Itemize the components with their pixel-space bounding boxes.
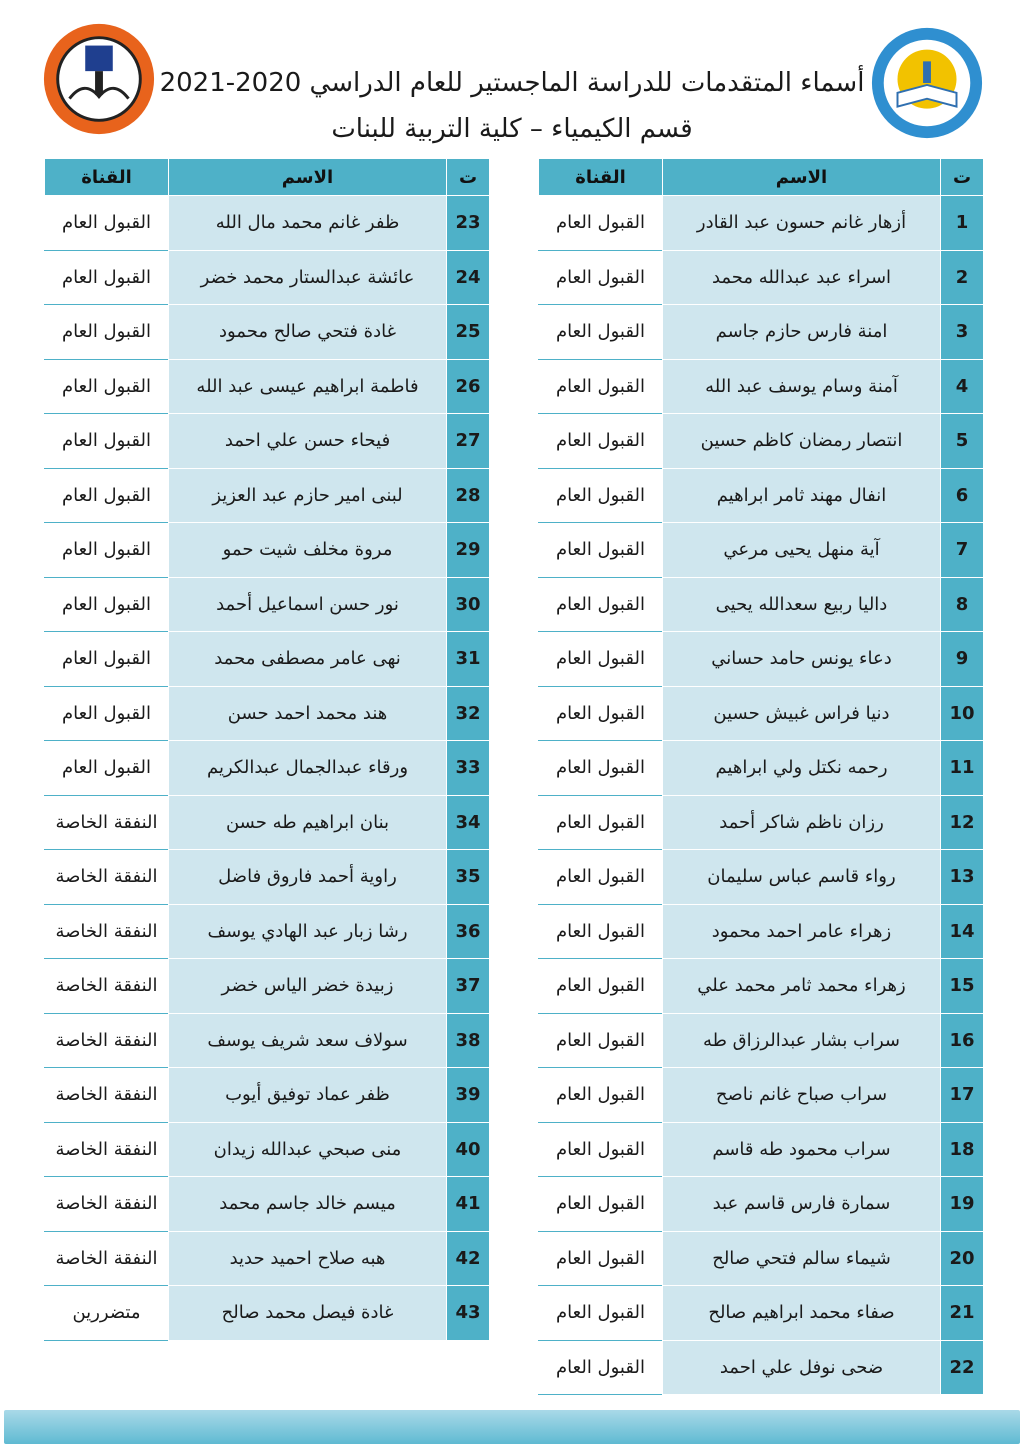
cell-name: بنان ابراهيم طه حسن	[169, 795, 447, 850]
cell-num: 6	[941, 468, 984, 523]
cell-name: غادة فتحي صالح محمود	[169, 305, 447, 360]
table-row	[45, 850, 490, 905]
cell-name: مروة مخلف شيت حمو	[169, 523, 447, 578]
cell-channel: القبول العام	[45, 468, 169, 523]
cell-channel: القبول العام	[539, 250, 663, 305]
cell-channel: القبول العام	[539, 850, 663, 905]
cell-channel: النفقة الخاصة	[45, 959, 169, 1014]
table-row	[539, 523, 984, 578]
table-row	[45, 414, 490, 469]
cell-num: 17	[941, 1068, 984, 1123]
cell-name: دنيا فراس غبيش حسين	[663, 686, 941, 741]
column-header-name: الاسم	[169, 159, 447, 196]
cell-name: سولاف سعد شريف يوسف	[169, 1013, 447, 1068]
cell-channel: القبول العام	[539, 904, 663, 959]
table-row	[45, 686, 490, 741]
column-header-num: ت	[447, 159, 490, 196]
cell-name: ظفر غانم محمد مال الله	[169, 196, 447, 251]
cell-num: 12	[941, 795, 984, 850]
cell-channel: القبول العام	[539, 1013, 663, 1068]
cell-num: 37	[447, 959, 490, 1014]
cell-name: نور حسن اسماعيل أحمد	[169, 577, 447, 632]
cell-num: 38	[447, 1013, 490, 1068]
table-row	[539, 904, 984, 959]
cell-name: سمارة فارس قاسم عبد	[663, 1177, 941, 1232]
cell-name: غادة فيصل محمد صالح	[169, 1286, 447, 1341]
cell-channel: القبول العام	[45, 523, 169, 578]
table-row	[539, 632, 984, 687]
cell-channel: القبول العام	[539, 686, 663, 741]
table-row	[45, 632, 490, 687]
cell-name: سراب بشار عبدالرزاق طه	[663, 1013, 941, 1068]
cell-channel: القبول العام	[539, 795, 663, 850]
cell-channel: القبول العام	[45, 577, 169, 632]
page-header	[0, 0, 1024, 160]
cell-channel: القبول العام	[45, 414, 169, 469]
table-row	[45, 468, 490, 523]
cell-num: 13	[941, 850, 984, 905]
table-row	[539, 959, 984, 1014]
cell-name: لبنى امير حازم عبد العزيز	[169, 468, 447, 523]
table-row	[539, 795, 984, 850]
cell-num: 21	[941, 1286, 984, 1341]
cell-num: 28	[447, 468, 490, 523]
cell-name: زبيدة خضر الياس خضر	[169, 959, 447, 1014]
cell-num: 20	[941, 1231, 984, 1286]
cell-num: 16	[941, 1013, 984, 1068]
table-row	[539, 359, 984, 414]
table-row	[539, 850, 984, 905]
table-row	[539, 1286, 984, 1341]
cell-channel: النفقة الخاصة	[45, 1177, 169, 1232]
table-row	[539, 250, 984, 305]
cell-name: أزهار غانم حسون عبد القادر	[663, 196, 941, 251]
table-row	[539, 414, 984, 469]
cell-num: 40	[447, 1122, 490, 1177]
cell-name: هند محمد احمد حسن	[169, 686, 447, 741]
cell-name: نهى عامر مصطفى محمد	[169, 632, 447, 687]
table-row	[539, 1013, 984, 1068]
cell-num: 39	[447, 1068, 490, 1123]
cell-name: ورقاء عبدالجمال عبدالكريم	[169, 741, 447, 796]
cell-num: 1	[941, 196, 984, 251]
cell-name: راوية أحمد فاروق فاضل	[169, 850, 447, 905]
cell-name: انتصار رمضان كاظم حسين	[663, 414, 941, 469]
cell-name: زهراء محمد ثامر محمد علي	[663, 959, 941, 1014]
cell-name: ميسم خالد جاسم محمد	[169, 1177, 447, 1232]
table-header-row	[45, 159, 490, 196]
table-row	[45, 904, 490, 959]
cell-name: فيحاء حسن علي احمد	[169, 414, 447, 469]
cell-channel: النفقة الخاصة	[45, 795, 169, 850]
cell-channel: القبول العام	[45, 359, 169, 414]
cell-channel: القبول العام	[45, 632, 169, 687]
table-row	[45, 577, 490, 632]
cell-num: 18	[941, 1122, 984, 1177]
table-row	[45, 959, 490, 1014]
applicants-table-right	[538, 158, 984, 1395]
cell-channel: القبول العام	[539, 741, 663, 796]
table-row	[539, 1177, 984, 1232]
cell-num: 27	[447, 414, 490, 469]
cell-name: آمنة وسام يوسف عبد الله	[663, 359, 941, 414]
cell-channel: النفقة الخاصة	[45, 904, 169, 959]
cell-name: منى صبحي عبدالله زيدان	[169, 1122, 447, 1177]
applicants-table-left	[44, 158, 490, 1341]
table-row	[45, 1177, 490, 1232]
cell-channel: القبول العام	[539, 305, 663, 360]
cell-channel: القبول العام	[539, 414, 663, 469]
cell-channel: القبول العام	[539, 577, 663, 632]
cell-name: زهراء عامر احمد محمود	[663, 904, 941, 959]
cell-num: 14	[941, 904, 984, 959]
table-row	[539, 196, 984, 251]
cell-num: 4	[941, 359, 984, 414]
cell-channel: النفقة الخاصة	[45, 1231, 169, 1286]
cell-num: 2	[941, 250, 984, 305]
cell-name: دعاء يونس حامد حساني	[663, 632, 941, 687]
cell-channel: النفقة الخاصة	[45, 1068, 169, 1123]
table-row	[45, 741, 490, 796]
cell-num: 3	[941, 305, 984, 360]
cell-channel: القبول العام	[539, 959, 663, 1014]
cell-channel: القبول العام	[539, 1340, 663, 1395]
cell-channel: القبول العام	[539, 523, 663, 578]
cell-num: 31	[447, 632, 490, 687]
cell-num: 41	[447, 1177, 490, 1232]
table-row	[539, 577, 984, 632]
cell-name: سراب صباح غانم ناصح	[663, 1068, 941, 1123]
cell-channel: القبول العام	[539, 1286, 663, 1341]
cell-num: 30	[447, 577, 490, 632]
table-row	[539, 1068, 984, 1123]
table-row	[45, 523, 490, 578]
cell-name: هبه صلاح احميد حديد	[169, 1231, 447, 1286]
cell-channel: القبول العام	[539, 196, 663, 251]
cell-channel: القبول العام	[45, 250, 169, 305]
table-row	[539, 305, 984, 360]
cell-channel: القبول العام	[45, 741, 169, 796]
cell-name: فاطمة ابراهيم عيسى عبد الله	[169, 359, 447, 414]
table-row	[45, 1068, 490, 1123]
column-header-name: الاسم	[663, 159, 941, 196]
column-header-channel: القناة	[45, 159, 169, 196]
cell-name: ضحى نوفل علي احمد	[663, 1340, 941, 1395]
footer-bar	[4, 1410, 1020, 1444]
table-row	[45, 196, 490, 251]
table-row	[45, 1013, 490, 1068]
cell-num: 9	[941, 632, 984, 687]
cell-num: 42	[447, 1231, 490, 1286]
cell-channel: القبول العام	[539, 1122, 663, 1177]
cell-num: 8	[941, 577, 984, 632]
cell-num: 25	[447, 305, 490, 360]
table-row	[45, 1231, 490, 1286]
cell-name: عائشة عبدالستار محمد خضر	[169, 250, 447, 305]
table-row	[539, 468, 984, 523]
cell-num: 29	[447, 523, 490, 578]
cell-name: آية منهل يحيى مرعي	[663, 523, 941, 578]
cell-name: رحمه نكتل ولي ابراهيم	[663, 741, 941, 796]
cell-num: 35	[447, 850, 490, 905]
cell-name: امنة فارس حازم جاسم	[663, 305, 941, 360]
cell-channel: القبول العام	[45, 196, 169, 251]
cell-num: 11	[941, 741, 984, 796]
cell-num: 43	[447, 1286, 490, 1341]
cell-name: رواء قاسم عباس سليمان	[663, 850, 941, 905]
page-subtitle: قسم الكيمياء – كلية التربية للبنات	[331, 114, 693, 144]
cell-num: 23	[447, 196, 490, 251]
cell-num: 10	[941, 686, 984, 741]
table-row	[539, 686, 984, 741]
table-row	[45, 795, 490, 850]
table-row	[539, 1231, 984, 1286]
cell-name: ظفر عماد توفيق أيوب	[169, 1068, 447, 1123]
cell-channel: القبول العام	[539, 359, 663, 414]
cell-num: 7	[941, 523, 984, 578]
cell-num: 26	[447, 359, 490, 414]
cell-name: اسراء عبد عبدالله محمد	[663, 250, 941, 305]
cell-channel: النفقة الخاصة	[45, 850, 169, 905]
cell-num: 24	[447, 250, 490, 305]
cell-num: 32	[447, 686, 490, 741]
cell-channel: القبول العام	[539, 1231, 663, 1286]
cell-num: 22	[941, 1340, 984, 1395]
cell-channel: القبول العام	[539, 468, 663, 523]
cell-name: داليا ربيع سعدالله يحيى	[663, 577, 941, 632]
cell-channel: القبول العام	[45, 686, 169, 741]
column-header-num: ت	[941, 159, 984, 196]
cell-name: سراب محمود طه قاسم	[663, 1122, 941, 1177]
cell-name: انفال مهند ثامر ابراهيم	[663, 468, 941, 523]
cell-num: 15	[941, 959, 984, 1014]
column-header-channel: القناة	[539, 159, 663, 196]
table-row	[45, 359, 490, 414]
cell-channel: القبول العام	[539, 1177, 663, 1232]
cell-name: رشا زبار عبد الهادي يوسف	[169, 904, 447, 959]
table-row	[45, 250, 490, 305]
table-row	[539, 1340, 984, 1395]
cell-num: 33	[447, 741, 490, 796]
cell-num: 36	[447, 904, 490, 959]
cell-channel: النفقة الخاصة	[45, 1122, 169, 1177]
table-row	[539, 1122, 984, 1177]
cell-channel: النفقة الخاصة	[45, 1013, 169, 1068]
table-row	[45, 305, 490, 360]
cell-name: شيماء سالم فتحي صالح	[663, 1231, 941, 1286]
cell-channel: القبول العام	[45, 305, 169, 360]
cell-channel: القبول العام	[539, 1068, 663, 1123]
table-row	[45, 1122, 490, 1177]
cell-num: 5	[941, 414, 984, 469]
cell-channel: متضررين	[45, 1286, 169, 1341]
cell-channel: القبول العام	[539, 632, 663, 687]
cell-num: 34	[447, 795, 490, 850]
cell-name: صفاء محمد ابراهيم صالح	[663, 1286, 941, 1341]
college-of-education-logo-icon	[868, 24, 986, 142]
cell-name: رزان ناظم شاكر أحمد	[663, 795, 941, 850]
table-row	[539, 741, 984, 796]
cell-num: 19	[941, 1177, 984, 1232]
table-header-row	[539, 159, 984, 196]
table-row	[45, 1286, 490, 1341]
page-title: أسماء المتقدمات للدراسة الماجستير للعام الدراسي 2020-2021	[159, 68, 865, 98]
